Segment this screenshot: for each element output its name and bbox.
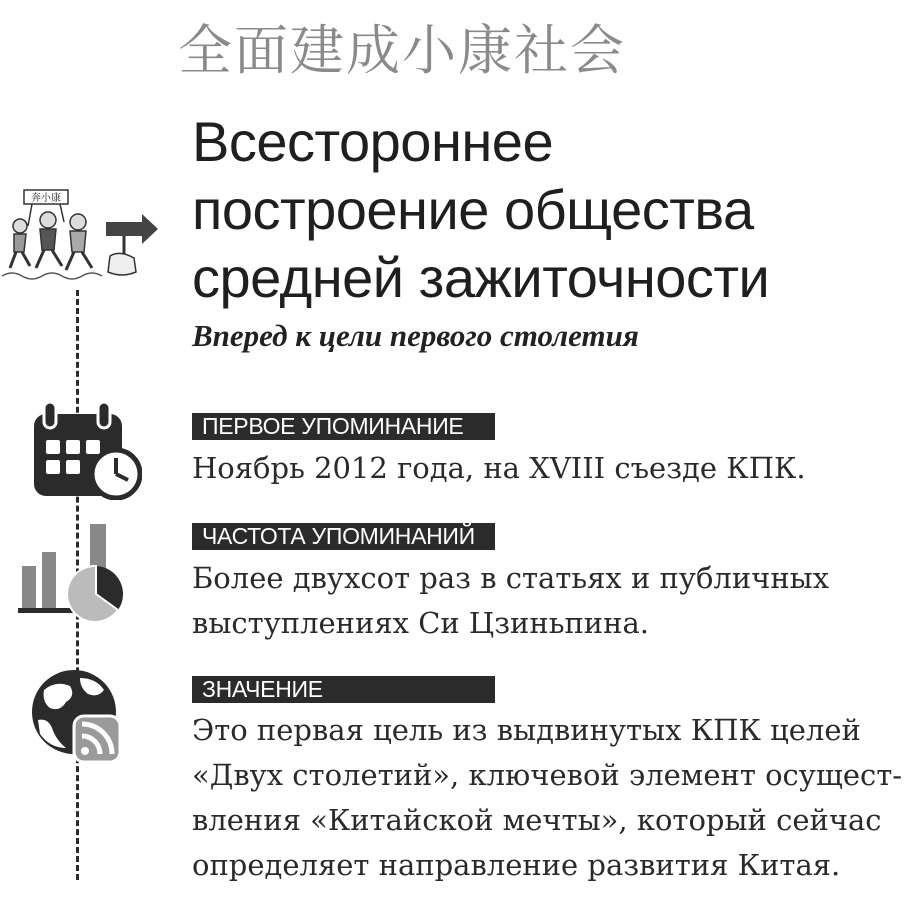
section-body-frequency	[192, 556, 829, 646]
title-line: построение общества	[192, 178, 754, 241]
section-body-significance	[192, 708, 902, 888]
section-label-first-mention: ПЕРВОЕ УПОМИНАНИЕ	[192, 413, 495, 440]
body-line: вления «Китайской мечты», который сейчас	[192, 803, 882, 837]
body-line: Более двухсот раз в статьях и публичных	[192, 561, 830, 595]
section-body-first-mention	[192, 446, 806, 491]
bar-pie-chart-icon	[18, 522, 130, 622]
title-line: средней зажиточности	[192, 246, 770, 309]
chinese-title: 全面建成小康社会	[178, 19, 626, 82]
body-line: Это первая цель из выдвинутых КПК целей	[192, 713, 861, 747]
section-label-frequency: ЧАСТОТА УПОМИНАНИЙ	[192, 523, 495, 550]
subtitle: Вперед к цели первого столетия	[192, 318, 639, 353]
body-line: определяет направление развития Китая.	[192, 848, 841, 882]
body-line: выступлениях Си Цзиньпина.	[192, 606, 649, 640]
section-label-significance: ЗНАЧЕНИЕ	[192, 676, 495, 703]
people-running-icon	[2, 186, 160, 286]
calendar-clock-icon	[30, 400, 142, 500]
globe-rss-icon	[30, 668, 130, 768]
sign-text: 奔小康	[31, 193, 61, 204]
main-title	[192, 108, 769, 312]
body-line: «Двух столетий», ключевой элемент осущест-	[192, 758, 903, 792]
body-line: Ноябрь 2012 года, на XVIII съезде КПК.	[192, 451, 806, 485]
title-line: Всестороннее	[192, 110, 554, 173]
